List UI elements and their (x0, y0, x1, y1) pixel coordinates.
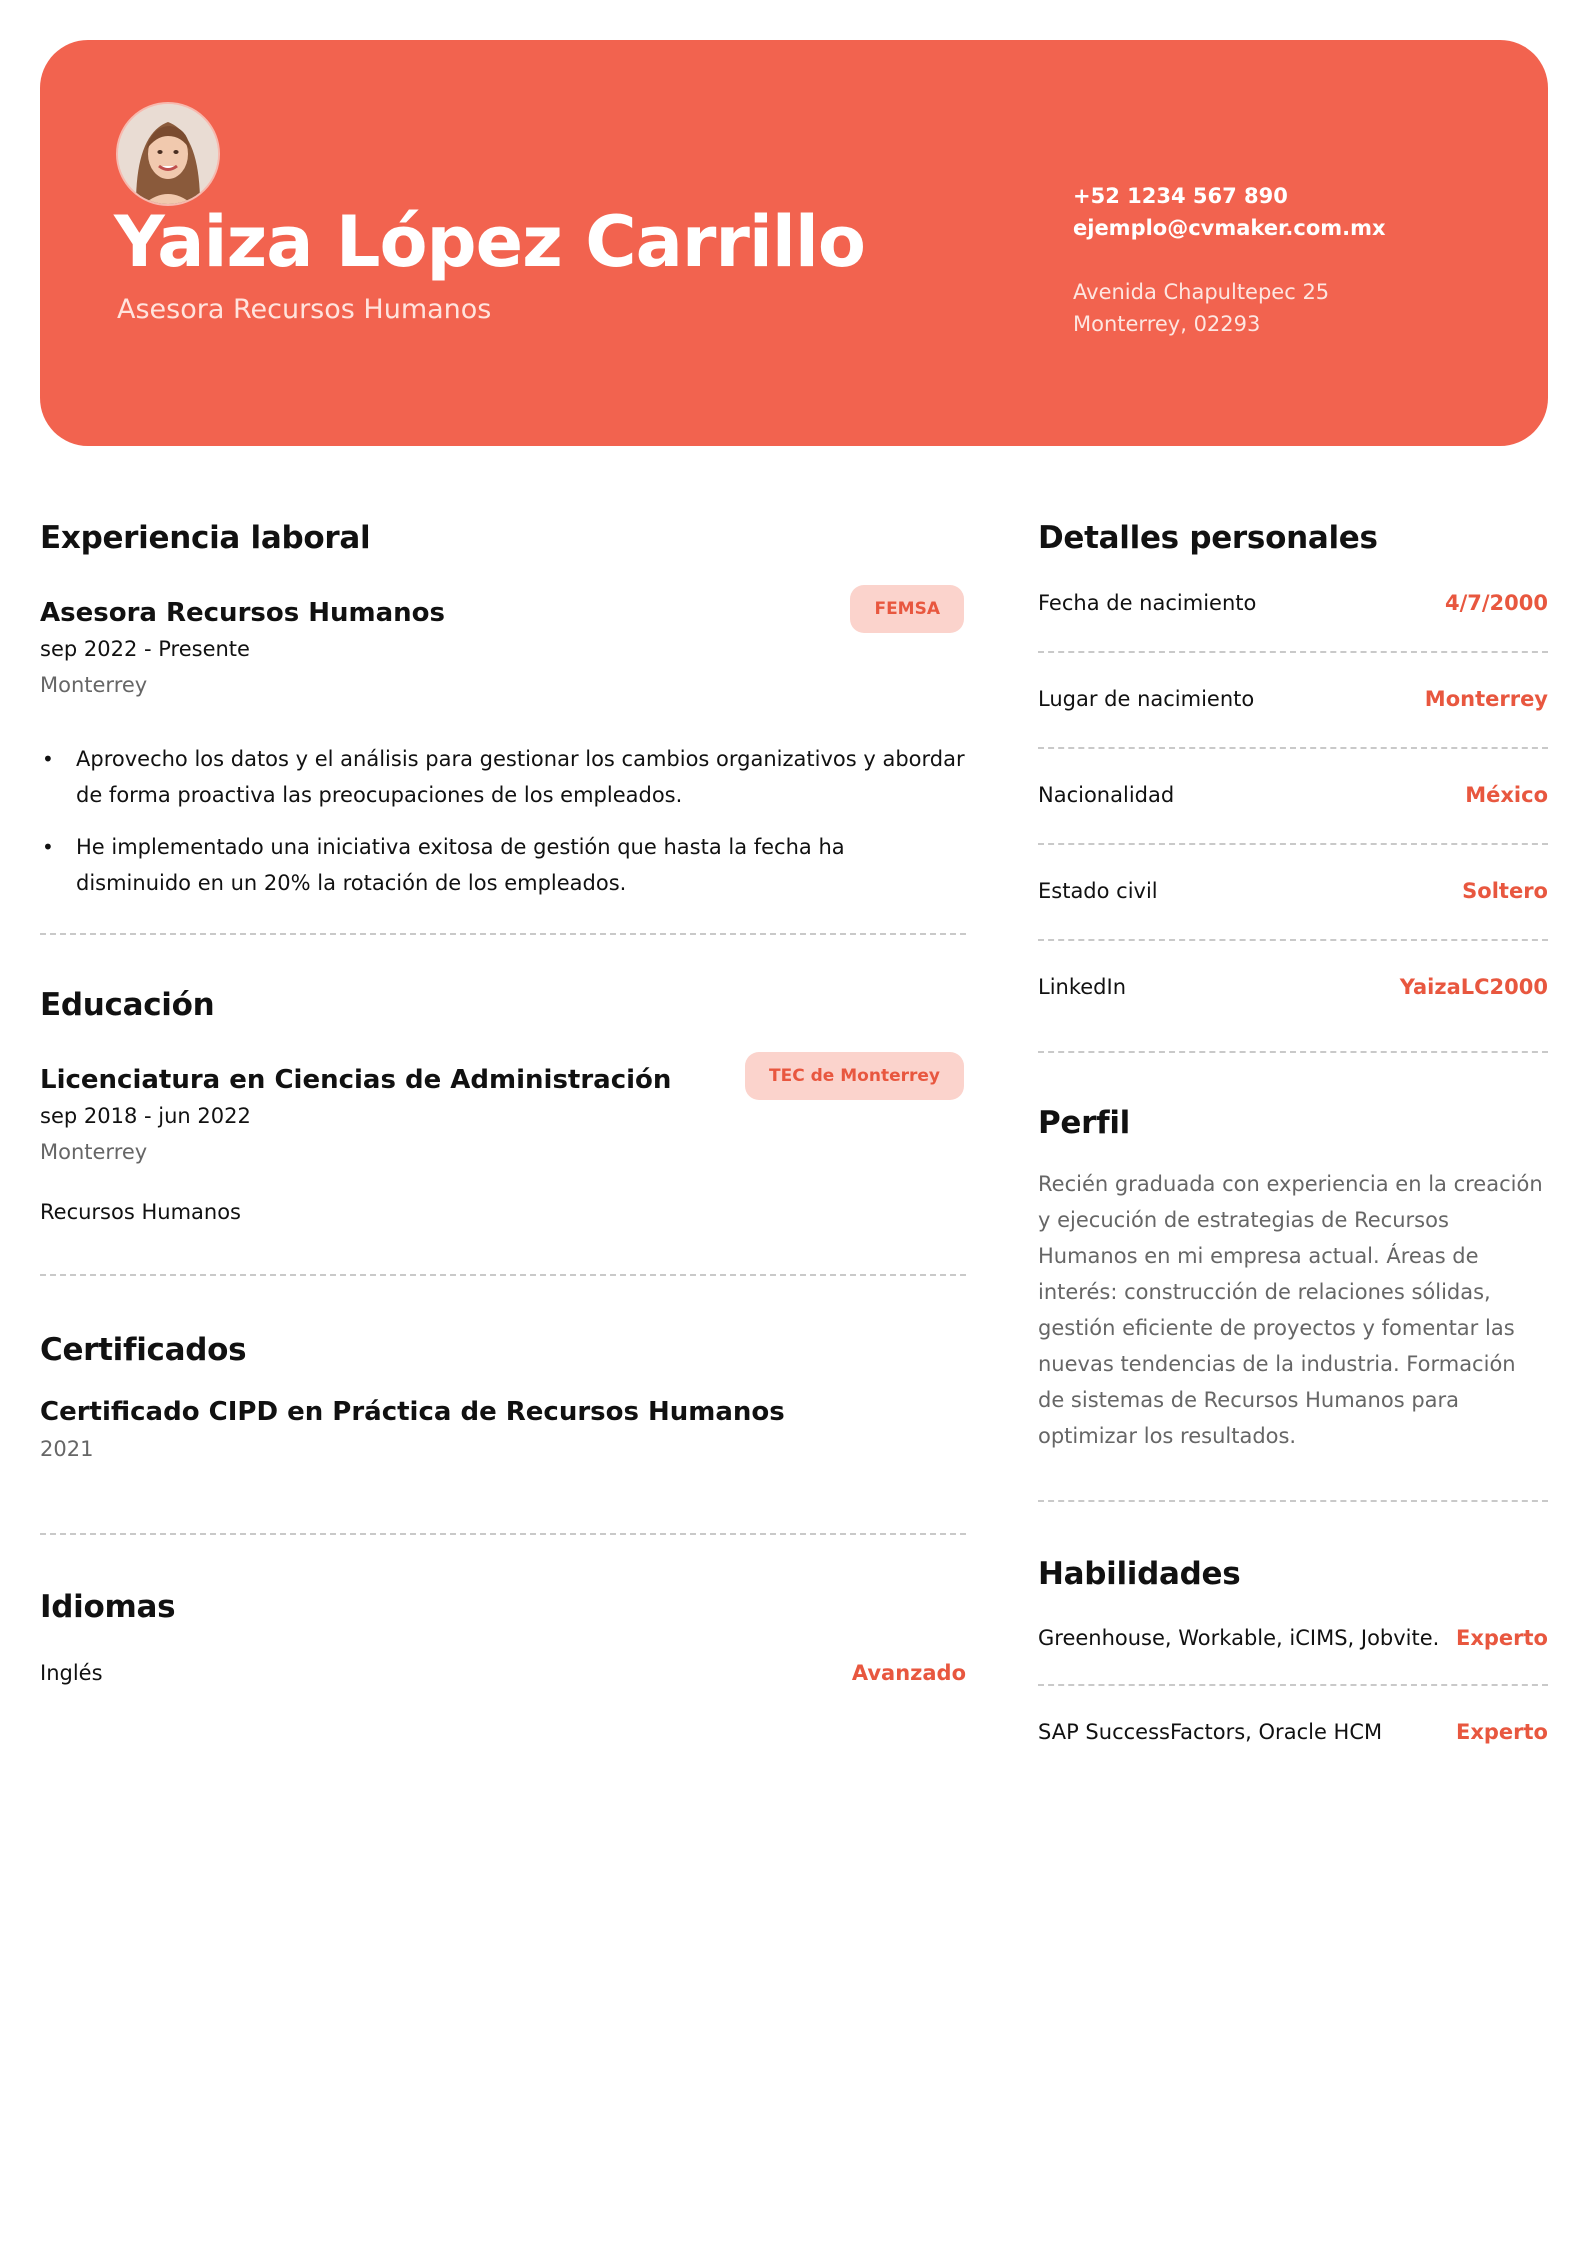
row-divider (1038, 1684, 1548, 1686)
language-level: Avanzado (851, 1660, 966, 1685)
skill-row (1038, 1720, 1548, 1744)
job-title: Asesora Recursos Humanos (40, 598, 446, 629)
detail-value: Monterrey (1424, 687, 1548, 712)
languages-heading: Idiomas (40, 1589, 176, 1626)
detail-value: Soltero (1462, 879, 1548, 904)
main-column (40, 520, 966, 1685)
detail-row-birthdate (1038, 591, 1548, 615)
education-dates: sep 2018 - jun 2022 (40, 1104, 251, 1129)
detail-value: 4/7/2000 (1444, 591, 1548, 616)
school-tag: TEC de Monterrey (745, 1052, 964, 1100)
side-column (1038, 520, 1548, 1744)
detail-label: Nacionalidad (1038, 783, 1175, 808)
skills-heading: Habilidades (1038, 1556, 1241, 1593)
achievement-item: • He implementado una iniciativa exitosa de gestión que hasta la fecha ha disminuido en un 20% la rotación de los empleados. (40, 829, 966, 901)
linkedin-handle[interactable]: YaizaLC2000 (1399, 975, 1548, 1000)
skill-row (1038, 1626, 1548, 1650)
education-heading: Educación (40, 987, 215, 1024)
skill-level: Experto (1456, 1719, 1548, 1744)
skill-level: Experto (1456, 1625, 1548, 1650)
languages-section (40, 1589, 966, 1684)
detail-row-birthplace (1038, 687, 1548, 711)
section-divider (40, 1533, 966, 1535)
profile-photo-image (118, 104, 218, 204)
contact-info (1073, 180, 1386, 340)
language-name: Inglés (40, 1660, 103, 1685)
experience-heading: Experiencia laboral (40, 520, 371, 556)
certificates-section (40, 1332, 966, 1461)
education-field: Recursos Humanos (40, 1200, 241, 1225)
job-dates: sep 2022 - Presente (40, 637, 250, 662)
detail-label: Fecha de nacimiento (1038, 591, 1257, 616)
address-line-1: Avenida Chapultepec 25 (1073, 280, 1330, 304)
certificate-name: Certificado CIPD en Práctica de Recursos Humanos (40, 1396, 785, 1427)
job-achievements (40, 741, 966, 901)
detail-row-linkedin (1038, 975, 1548, 999)
degree-title: Licenciatura en Ciencias de Administración (40, 1065, 672, 1096)
candidate-title: Asesora Recursos Humanos (117, 294, 492, 325)
profile-heading: Perfil (1038, 1105, 1130, 1142)
education-location: Monterrey (40, 1140, 148, 1165)
detail-row-nationality (1038, 783, 1548, 807)
address-line-2: Monterrey, 02293 (1073, 312, 1261, 336)
detail-row-civil-status (1038, 879, 1548, 903)
detail-label: LinkedIn (1038, 975, 1127, 1000)
experience-section (40, 520, 966, 901)
detail-value: México (1465, 783, 1548, 808)
certificate-year: 2021 (40, 1437, 94, 1462)
section-divider (1038, 1500, 1548, 1502)
email-address[interactable]: ejemplo@cvmaker.com.mx (1073, 216, 1386, 240)
skill-name: Greenhouse, Workable, iCIMS, Jobvite. (1038, 1625, 1440, 1650)
row-divider (1038, 651, 1548, 653)
row-divider (1038, 843, 1548, 845)
company-tag: FEMSA (850, 585, 964, 633)
section-divider (1038, 1051, 1548, 1053)
phone-number[interactable]: +52 1234 567 890 (1073, 184, 1288, 208)
achievement-item: • Aprovecho los datos y el análisis para gestionar los cambios organizativos y abordar de forma proactiva las preocupaciones de los empleados. (40, 741, 966, 813)
detail-label: Lugar de nacimiento (1038, 687, 1255, 712)
row-divider (1038, 747, 1548, 749)
language-row (40, 1661, 966, 1685)
skills-section (1038, 1556, 1548, 1743)
header-banner (40, 40, 1548, 446)
section-divider (40, 933, 966, 935)
section-divider (40, 1274, 966, 1276)
profile-photo (116, 102, 220, 206)
job-location: Monterrey (40, 673, 148, 698)
skill-name: SAP SuccessFactors, Oracle HCM (1038, 1719, 1383, 1744)
education-section (40, 987, 966, 1224)
profile-section (1038, 1105, 1548, 1454)
personal-details-heading: Detalles personales (1038, 520, 1378, 556)
detail-label: Estado civil (1038, 879, 1158, 904)
candidate-name: Yaiza López Carrillo (114, 201, 865, 283)
certificates-heading: Certificados (40, 1332, 247, 1369)
profile-text: Recién graduada con experiencia en la creación y ejecución de estrategias de Recursos Humanos en mi empresa actual. Áreas de interés: construcción de relaciones sólidas, gestión eficiente de proyectos y fomentar las nuevas tendencias de la industria. Formación de sistemas de Recursos Humanos para optimizar los resultados. (1038, 1172, 1543, 1449)
row-divider (1038, 939, 1548, 941)
personal-details-section (1038, 520, 1548, 999)
